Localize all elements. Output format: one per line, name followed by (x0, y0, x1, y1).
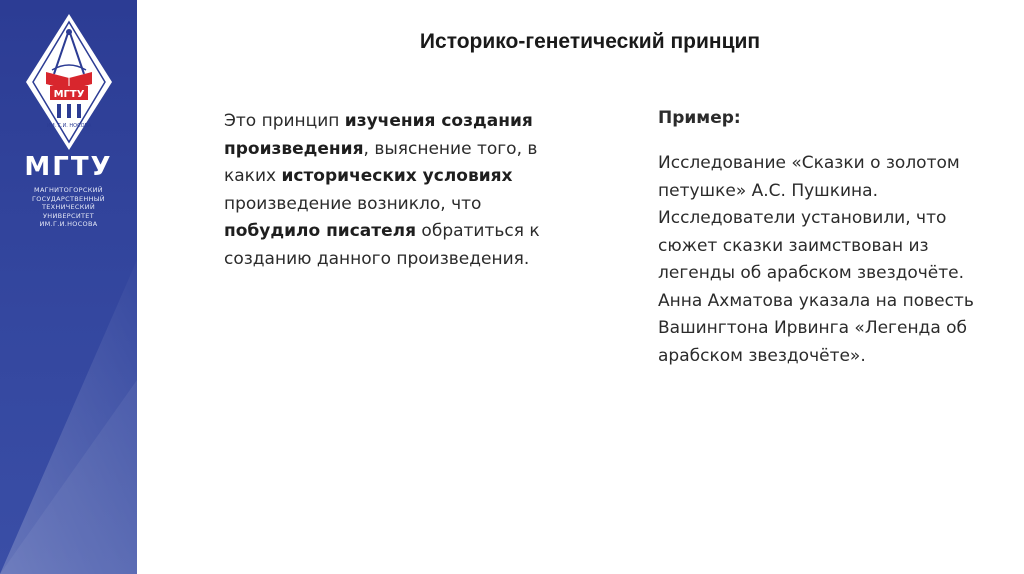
brand-line: ИМ.Г.И.НОСОВА (39, 220, 98, 228)
example-block (658, 104, 988, 370)
brand-line: УНИВЕРСИТЕТ (43, 211, 94, 220)
brand-line: МАГНИТОГОРСКИЙ (34, 186, 103, 194)
brand-line: ГОСУДАРСТВЕННЫЙ (32, 194, 105, 203)
definition-emphasis: побудило писателя (224, 221, 417, 241)
emblem-sub-label: ИМ. Г.И. НОСОВА (46, 123, 92, 129)
definition-part: произведение возникло, что (224, 193, 482, 214)
example-label: Пример: (658, 108, 741, 128)
brand-name: МГТУ (24, 152, 113, 182)
definition-part: обратиться к созданию данного произведения. (224, 221, 540, 269)
example-text: Исследование «Сказки о золотом петушке» А.С. Пушкина. Исследователи установили, что сюжет сказки заимствован из легенды об арабском звездочёте. Анна Ахматова указала на повесть Вашингтона Ирвинга «Легенда об арабском звездочёте». (658, 153, 974, 366)
university-emblem-icon (24, 12, 114, 152)
definition-part: Это принцип (224, 111, 345, 131)
definition-text (224, 108, 554, 273)
slide-title: Историко-генетический принцип (419, 30, 761, 53)
sidebar-panel (0, 0, 137, 574)
emblem-label: МГТУ (53, 89, 85, 100)
brand-line: ТЕХНИЧЕСКИЙ (41, 203, 96, 211)
brand-subtitle (0, 186, 137, 229)
definition-part: , выяснение того, в каких (224, 138, 538, 186)
definition-emphasis: исторических условиях (281, 166, 513, 186)
definition-emphasis: изучения создания произведения (224, 111, 533, 159)
